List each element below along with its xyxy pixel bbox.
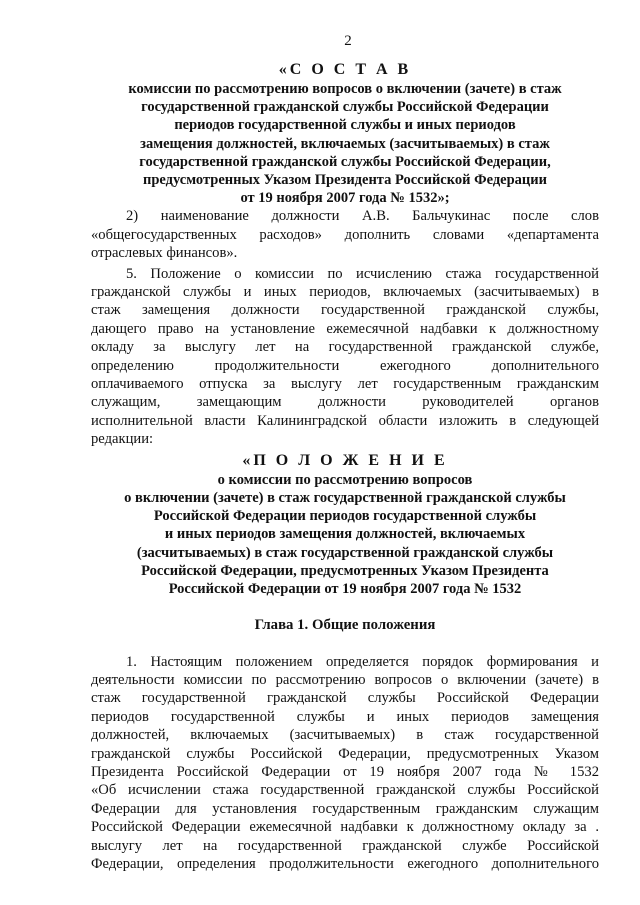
paragraph-line: 5. Положение о комиссии по исчислению стажа государственной <box>126 265 599 282</box>
paragraph-line: дающего право на установление ежемесячной надбавки к должностному <box>91 320 599 337</box>
chapter-1-title: Глава 1. Общие положения <box>254 617 436 634</box>
regulation-line: и иных периодов замещения должностей, включаемых <box>164 526 526 543</box>
paragraph-line: редакции: <box>91 431 154 448</box>
item-5-paragraph <box>91 265 599 449</box>
composition-line: комиссии по рассмотрению вопросов о включении (зачете) в стаж <box>128 81 562 97</box>
paragraph-line: должностей, включаемых (засчитываемых) в стаж государственной <box>91 727 599 744</box>
page-number: 2 <box>344 33 352 49</box>
paragraph-line: Президента Российской Федерации от 19 ноября 2007 года № 1532 <box>91 763 599 780</box>
paragraph-line: определению продолжительности ежегодного дополнительного <box>91 357 599 374</box>
paragraph-line: отраслевых финансов». <box>91 245 238 262</box>
composition-line: замещения должностей, включаемых (засчитываемых) в стаж <box>140 135 550 152</box>
paragraph-line: гражданской службы Российской Федерации, предусмотренных Указом <box>91 745 599 762</box>
composition-line: государственной гражданской службы Российской Федерации, <box>139 153 551 170</box>
paragraph-line: 2) наименование должности А.В. Бальчукинас после слов <box>126 208 599 225</box>
regulation-line: Российской Федерации, предусмотренных Указом Президента <box>141 562 549 579</box>
paragraph-line: «Об исчислении стажа государственной гражданской службы Российской <box>91 782 599 799</box>
composition-line: периодов государственной службы и иных периодов <box>174 117 516 134</box>
paragraph-line: Федерации для установления государственным гражданским служащим <box>91 800 599 817</box>
paragraph-line: деятельности комиссии по рассмотрению вопросов о включении (зачете) в <box>91 671 599 688</box>
paragraph-line: служащим, замещающим должности руководителей органов <box>91 394 599 411</box>
composition-heading <box>91 60 599 207</box>
paragraph-line: 1. Настоящим положением определяется порядок формирования и <box>126 653 599 670</box>
paragraph-line: стаж государственной гражданской службы Российской Федерации <box>91 690 599 707</box>
regulation-line: Российской Федерации от 19 ноября 2007 года № 1532 <box>168 580 522 597</box>
regulation-title: «П О Л О Ж Е Н И Е <box>242 451 448 469</box>
paragraph-line: выслугу лет на государственной гражданской службе Российской <box>91 837 599 854</box>
composition-line: государственной гражданской службы Российской Федерации <box>141 99 549 116</box>
paragraph-line: окладу за выслугу лет на государственной гражданской службе, <box>91 339 599 356</box>
paragraph-line: «общегосударственных расходов» дополнить словами «департамента <box>91 226 599 243</box>
point-1-paragraph <box>91 653 599 874</box>
composition-line: предусмотренных Указом Президента Российской Федерации <box>142 172 547 189</box>
regulation-line: о включении (зачете) в стаж государственной гражданской службы <box>124 489 566 506</box>
regulation-line: (засчитываемых) в стаж государственной гражданской службы <box>136 544 554 561</box>
composition-title: «С О С Т А В <box>278 61 412 78</box>
paragraph-line: стаж замещения должности государственной гражданской службы, <box>91 302 599 319</box>
paragraph-line: Российской Федерации ежемесячной надбавки к должностному окладу за . <box>91 819 599 836</box>
regulation-line: о комиссии по рассмотрению вопросов <box>217 471 473 488</box>
paragraph-line: исполнительной власти Калининградской области изложить в следующей <box>91 412 599 429</box>
regulation-heading <box>91 451 599 598</box>
paragraph-line: оплачиваемого отпуска за выслугу лет государственным гражданским <box>91 376 599 393</box>
composition-line: от 19 ноября 2007 года № 1532»; <box>240 190 450 207</box>
regulation-line: Российской Федерации периодов государственной службы <box>153 508 537 525</box>
paragraph-line: гражданской службы и иных периодов, включаемых (засчитываемых) в <box>91 284 599 301</box>
item-2-paragraph <box>91 207 599 262</box>
paragraph-line: Федерации, определения продолжительности ежегодного дополнительного <box>91 856 599 872</box>
document-page <box>91 32 599 873</box>
paragraph-line: периодов государственной службы и иных периодов замещения <box>91 708 599 725</box>
